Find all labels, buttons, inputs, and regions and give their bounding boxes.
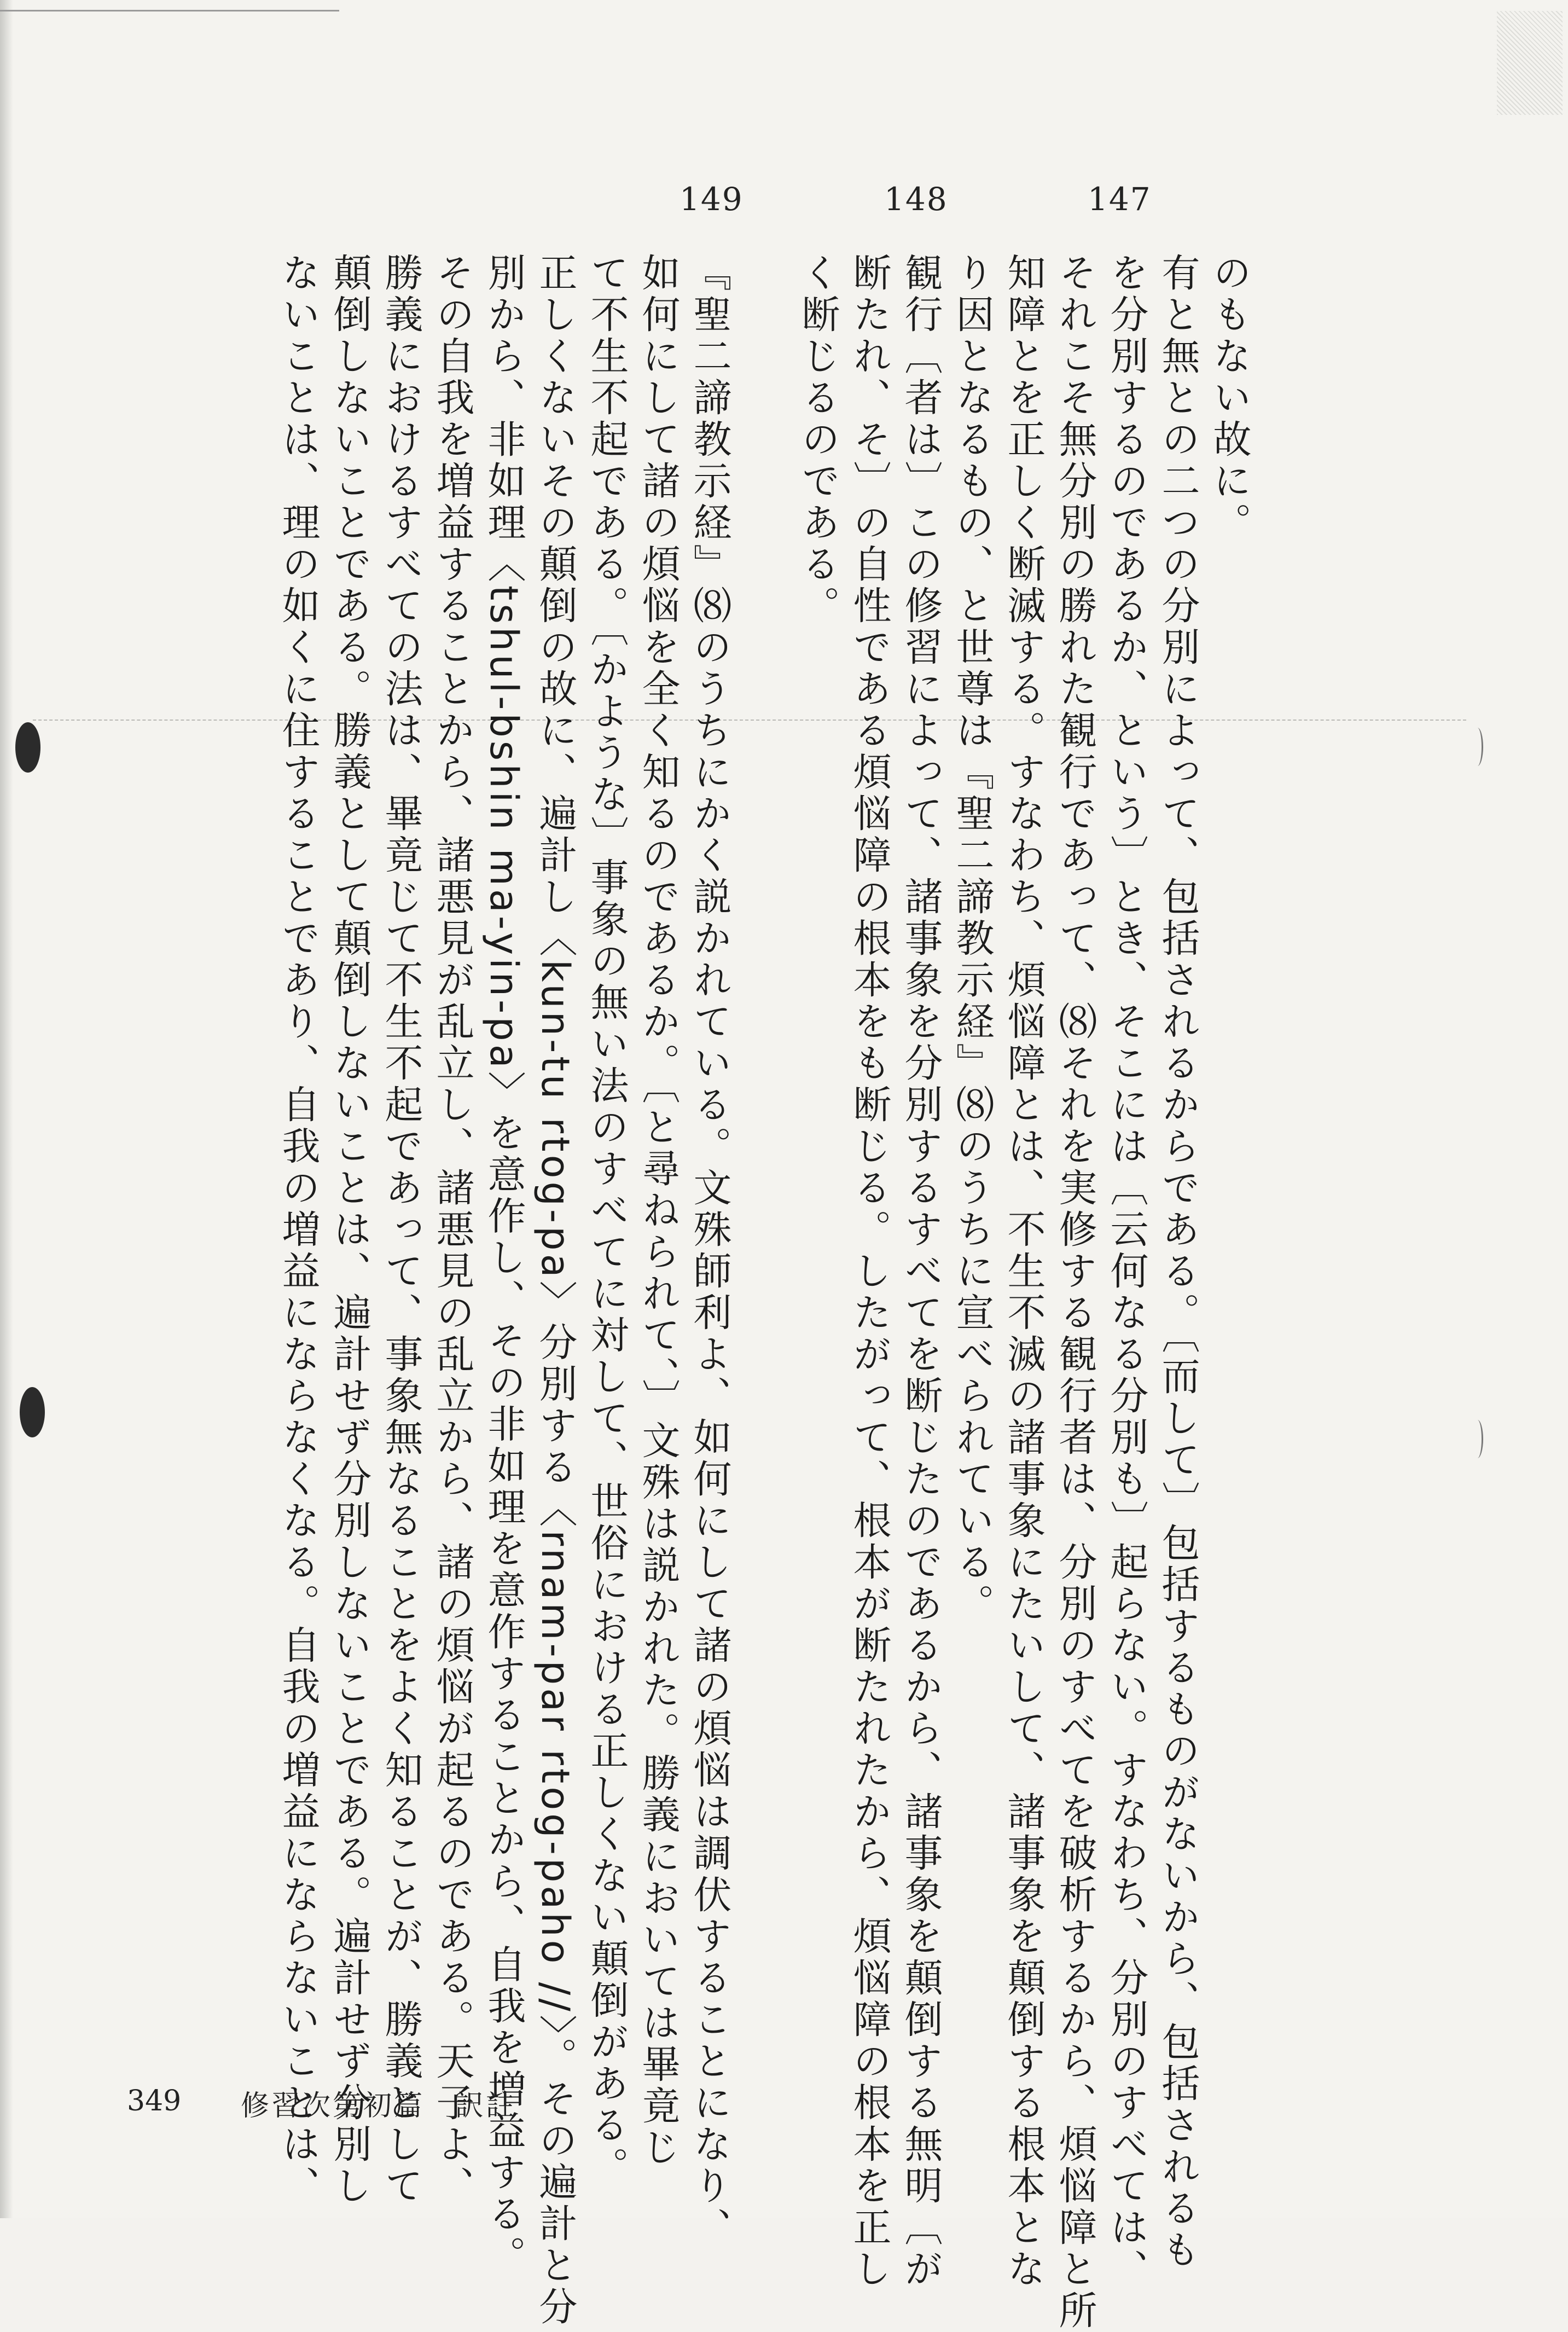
text-column: 知障とを正しく断滅する。すなわち、煩悩障とは、不生不滅の諸事象にたいして、諸事象を顛倒する根本とな: [1001, 253, 1046, 2290]
text-column: を分別するのであるか、という〕とき、そこには〔云何なる分別も〕起らない。すなわち、分別のすべては、: [1104, 253, 1149, 2290]
text-column: 如何にして諸の煩悩を全く知るのであるか。〔と尋ねられて、〕文殊は説かれた。勝義においては畢竟じ: [636, 253, 681, 2169]
text-column: 勝義におけるすべての法は、畢竟じて不生不起であって、事象無なることをよく知ることが、勝義として: [379, 253, 423, 2207]
scan-speckle: [1497, 11, 1563, 115]
text-column: その自我を増益することから、諸悪見が乱立し、諸悪見の乱立から、諸の煩悩が起るのである。天子よ、: [430, 253, 475, 2207]
text-column: り因となるもの、と世尊は『聖二諦教示経』⑻のうちに宣べられている。: [950, 253, 995, 1625]
text-column: 顛倒しないことである。勝義として顛倒しないことは、遍計せず分別しないことである。遍計せず分別し: [327, 253, 372, 2207]
text-column: 正しくないその顛倒の故に、遍計し〈kun-tu rtog-pa〉分別する〈rnam-par rtog-paho //〉。その遍計と分: [533, 253, 578, 2328]
footer-running-title: 修習次第初篇 訳註: [241, 2090, 517, 2122]
fold-line: [33, 720, 1466, 721]
text-column: それこそ無分別の勝れた観行であって、⑻それを実修する観行者は、分別のすべてを破析するから、煩悩障と所: [1053, 253, 1097, 2332]
note-number-148: 148: [884, 181, 948, 218]
punch-hole-bottom: [20, 1387, 45, 1437]
text-column: く断じるのである。: [795, 253, 840, 627]
text-column: ないことは、理の如くに住することであり、自我の増益にならなくなる。自我の増益にならないことは、: [276, 253, 321, 2207]
note-number-149: 149: [680, 181, 744, 218]
footer-page-number: 349: [127, 2085, 182, 2118]
text-column: 別から、非如理〈tshul-bshin ma-yin-pa〉を意作し、その非如理を意作することから、自我を増益する。: [481, 253, 526, 2277]
text-column: て不生不起である。〔かような〕事象の無い法のすべてに対して、世俗における正しくない顛倒がある。: [584, 253, 629, 2188]
margin-mark-bottom: [1472, 1420, 1483, 1458]
punch-hole-top: [15, 722, 40, 773]
text-column: 『聖二諦教示経』⑻のうちにかく説かれている。文殊師利よ、如何にして諸の煩悩は調伏することになり、: [687, 253, 732, 2249]
scan-edge-shadow: [0, 0, 13, 2218]
text-column: 断たれ、そ〕の自性である煩悩障の根本をも断じる。したがって、根本が断たれたから、煩悩障の根本を正し: [847, 253, 892, 2290]
note-number-147: 147: [1088, 181, 1152, 218]
margin-mark-top: [1472, 728, 1483, 766]
text-column: 有と無との二つの分別によって、包括されるからである。〔而して〕包括するものがないから、包括されるも: [1155, 253, 1200, 2271]
text-column: 観行〔者は〕この修習によって、諸事象を分別するすべてを断じたのであるから、諸事象を顛倒する無明〔が: [898, 253, 943, 2290]
scan-top-line: [0, 10, 339, 11]
text-column: のもない故に。: [1207, 253, 1252, 544]
